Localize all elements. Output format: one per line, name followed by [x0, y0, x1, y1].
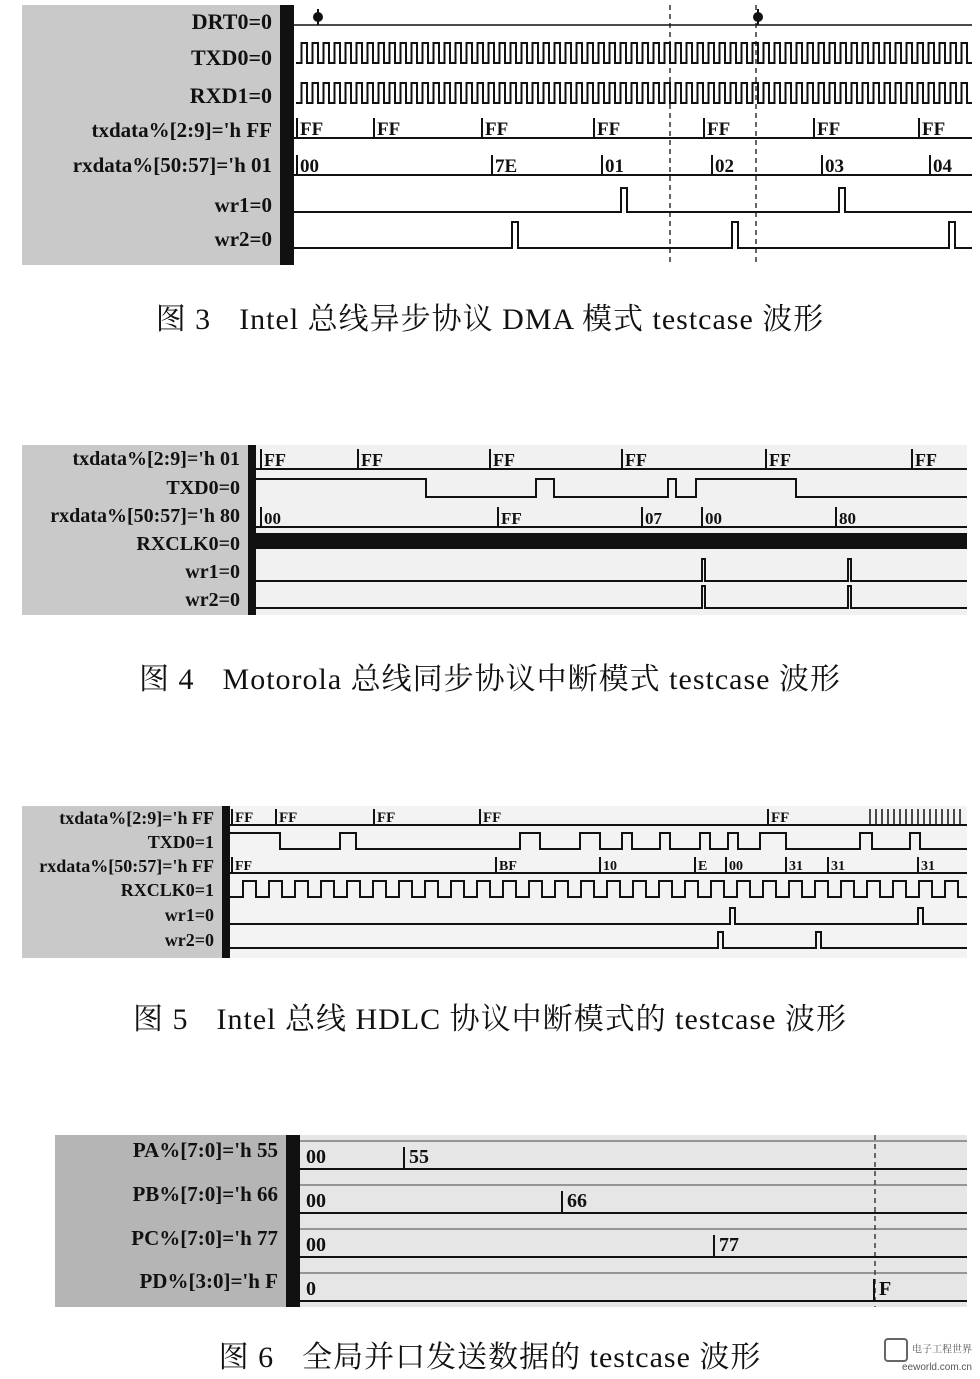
signal-label-column — [22, 806, 222, 958]
rxdata-bus-value: 07 — [645, 509, 662, 528]
txdata-bus-value: FF — [377, 119, 401, 140]
txdata-bus-value: FF — [300, 119, 324, 140]
bus-value: 55 — [409, 1146, 429, 1168]
rxdata-bus-value: 00 — [300, 156, 319, 177]
wr2-trace — [256, 586, 967, 608]
signal-label-column — [22, 445, 248, 615]
signal-label: RXCLK0=1 — [120, 880, 214, 900]
txdata-bus-value: FF — [377, 810, 396, 826]
txdata-bus-value: FF — [922, 119, 946, 140]
signal-label: TXD0=0 — [191, 45, 272, 70]
caption-text: Intel 总线异步协议 DMA 模式 testcase 波形 — [239, 303, 825, 336]
signal-label: rxdata%[50:57]='h 80 — [50, 505, 240, 527]
signal-label: TXD0=1 — [147, 832, 214, 852]
waveform-svg — [294, 5, 972, 265]
figure-5 — [0, 800, 980, 1060]
rxdata-bus-value: 03 — [825, 156, 844, 177]
txdata-bus-value: FF — [597, 119, 621, 140]
txdata-bus-value: FF — [771, 810, 790, 826]
watermark-logo-icon — [884, 1338, 908, 1362]
caption-text: Intel 总线 HDLC 协议中断模式的 testcase 波形 — [216, 1003, 847, 1036]
bus-value: 00 — [306, 1190, 326, 1212]
txd0-trace — [296, 43, 972, 63]
wr1-trace — [230, 908, 967, 924]
wr1-trace — [294, 188, 972, 212]
rxdata-bus-value: 00 — [729, 859, 743, 874]
figure-number: 图 3 — [155, 303, 212, 336]
bus-value: F — [879, 1278, 892, 1300]
txdata-bus-value: FF — [279, 810, 298, 826]
bus-value: 00 — [306, 1234, 326, 1256]
bus-value: 0 — [306, 1278, 316, 1300]
waveform-plot — [230, 806, 967, 958]
signal-label: txdata%[2:9]='h FF — [91, 118, 272, 142]
signal-label: rxdata%[50:57]='h 01 — [72, 153, 272, 177]
rxdata-bus-value: 01 — [605, 156, 624, 177]
divider-bar — [222, 806, 230, 958]
signal-label: wr2=0 — [185, 589, 240, 611]
signal-label: RXD1=0 — [189, 83, 272, 108]
signal-label: wr1=0 — [164, 905, 214, 925]
rxdata-bus-value: 31 — [789, 859, 803, 874]
signal-label: wr2=0 — [214, 227, 272, 251]
rxdata-bus-value: 00 — [705, 509, 722, 528]
signal-label: wr1=0 — [185, 561, 240, 583]
rxdata-bus-value: 31 — [831, 859, 845, 874]
rxdata-bus-value: 04 — [933, 156, 952, 177]
signal-label-column — [55, 1135, 286, 1307]
signal-label: PC%[7:0]='h 77 — [131, 1226, 278, 1250]
rxdata-bus-value: BF — [499, 859, 517, 874]
signal-label: PA%[7:0]='h 55 — [132, 1138, 278, 1162]
txdata-bus-value: FF — [485, 119, 509, 140]
figure-caption — [0, 994, 980, 1038]
signal-label: PB%[7:0]='h 66 — [132, 1182, 278, 1206]
txdata-bus-value: FF — [769, 450, 791, 470]
signal-label: RXCLK0=0 — [136, 533, 240, 555]
txdata-bus-value: FF — [493, 450, 515, 470]
rxdata-bus-value: FF — [501, 509, 522, 528]
divider-bar — [248, 445, 256, 615]
txd0-trace — [256, 479, 967, 497]
rxdata-bus-value: 7E — [495, 156, 518, 177]
watermark-line2: eeworld.com.cn — [901, 1362, 972, 1373]
figure-caption — [0, 294, 980, 338]
figure-caption — [0, 1332, 980, 1376]
waveform-panel — [22, 806, 967, 958]
watermark-line1: 电子工程世界 — [912, 1344, 972, 1356]
rxd1-trace — [296, 83, 972, 103]
caption-text: 全局并口发送数据的 testcase 波形 — [302, 1341, 762, 1374]
txd0-trace — [230, 833, 967, 849]
figure-number: 图 6 — [218, 1341, 275, 1374]
rxclk0-solid — [256, 533, 967, 549]
waveform-panel — [22, 5, 972, 265]
wr2-trace — [294, 222, 972, 248]
bus-value: 00 — [306, 1146, 326, 1168]
signal-label: PD%[3:0]='h F — [139, 1269, 278, 1293]
bus-value: 77 — [719, 1234, 739, 1256]
waveform-panel — [55, 1135, 967, 1307]
caption-text: Motorola 总线同步协议中断模式 testcase 波形 — [222, 663, 841, 696]
signal-label: rxdata%[50:57]='h FF — [39, 856, 214, 876]
txdata-bus-value: FF — [817, 119, 841, 140]
figure-caption — [0, 654, 980, 698]
waveform-plot — [294, 5, 972, 265]
rxdata-bus-value: 02 — [715, 156, 734, 177]
wr1-trace — [256, 559, 967, 581]
figure-3 — [0, 0, 980, 340]
rxdata-bus-value: 10 — [603, 859, 617, 874]
divider-bar — [280, 5, 294, 265]
figure-4 — [0, 440, 980, 700]
txdata-bus-value: FF — [235, 810, 254, 826]
rxdata-bus-value: 31 — [921, 859, 935, 874]
signal-label-column — [22, 5, 280, 265]
waveform-svg — [300, 1135, 967, 1307]
waveform-svg — [256, 445, 967, 615]
txdata-bus-value: FF — [915, 450, 937, 470]
rxdata-bus-value: 00 — [264, 509, 281, 528]
txdata-bus-value: FF — [625, 450, 647, 470]
waveform-panel — [22, 445, 967, 615]
waveform-svg — [230, 806, 967, 958]
rxdata-bus-value: 80 — [839, 509, 856, 528]
txdata-bus-value: FF — [264, 450, 286, 470]
figure-6 — [0, 1130, 980, 1379]
txdata-bus-value: FF — [707, 119, 731, 140]
rxclk0-trace — [230, 881, 967, 897]
signal-label: wr2=0 — [164, 930, 214, 950]
signal-label: wr1=0 — [214, 193, 272, 217]
signal-label: DRT0=0 — [191, 9, 272, 34]
txdata-bus-value: FF — [361, 450, 383, 470]
signal-label: txdata%[2:9]='h 01 — [72, 448, 240, 470]
divider-bar — [286, 1135, 300, 1307]
watermark — [884, 1338, 972, 1373]
signal-label: TXD0=0 — [166, 477, 240, 499]
waveform-plot — [256, 445, 967, 615]
wr2-trace — [230, 932, 967, 948]
figure-number: 图 5 — [133, 1003, 189, 1036]
waveform-plot — [300, 1135, 967, 1307]
rxdata-bus-value: FF — [235, 859, 253, 874]
bus-value: 66 — [567, 1190, 587, 1212]
txdata-bus-value: FF — [483, 810, 502, 826]
signal-label: txdata%[2:9]='h FF — [59, 808, 214, 828]
figure-number: 图 4 — [139, 663, 195, 696]
rxdata-bus-value: E — [698, 859, 708, 874]
